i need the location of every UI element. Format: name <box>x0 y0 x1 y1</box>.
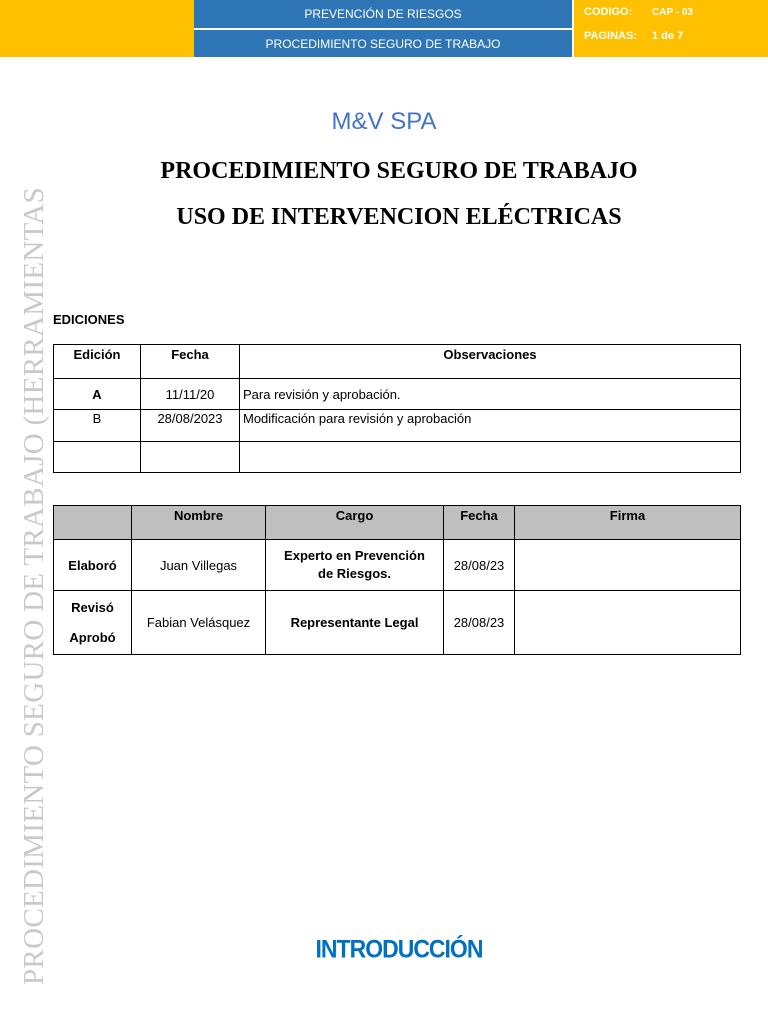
header-paginas: PAGINAS: 1 de 7 <box>584 30 684 42</box>
ediciones-table <box>53 344 741 473</box>
table-row <box>54 540 741 591</box>
document-title: PROCEDIMIENTO SEGURO DE TRABAJO <box>160 158 638 184</box>
company-name: M&V SPA <box>331 108 437 135</box>
signature-cell <box>515 591 741 655</box>
header-meta <box>574 0 768 57</box>
column-header: Edición <box>54 345 141 379</box>
table-header-row <box>54 345 741 379</box>
ediciones-heading: EDICIONES <box>53 312 125 327</box>
table-cell <box>54 442 141 473</box>
signature-cell <box>515 540 741 591</box>
table-cell: 11/11/20 <box>141 379 240 410</box>
date-cell: 28/08/23 <box>444 540 515 591</box>
header-department: PREVENCIÓN DE RIESGOS <box>194 0 572 28</box>
table-cell: 28/08/2023 <box>141 410 240 442</box>
column-header: Observaciones <box>240 345 741 379</box>
header-document-type: PROCEDIMIENTO SEGURO DE TRABAJO <box>194 30 572 57</box>
table-cell: Para revisión y aprobación. <box>240 379 741 410</box>
approvals-table <box>53 505 741 655</box>
date-cell: 28/08/23 <box>444 591 515 655</box>
table-cell: A <box>54 379 141 410</box>
section-heading-introduccion: INTRODUCCIÓN <box>315 934 483 963</box>
position-cell: Experto en Prevención de Riesgos. <box>266 540 444 591</box>
role-cell: Revisó Aprobó <box>54 591 132 655</box>
position-cell: Representante Legal <box>266 591 444 655</box>
column-header: Cargo <box>266 506 444 540</box>
table-row <box>54 591 741 655</box>
table-row <box>54 442 741 473</box>
header-left-band <box>0 0 194 57</box>
header-codigo: CODIGO: CAP - 03 <box>584 6 693 18</box>
column-header: Fecha <box>141 345 240 379</box>
table-cell <box>240 442 741 473</box>
table-cell <box>141 442 240 473</box>
name-cell: Juan Villegas <box>132 540 266 591</box>
table-cell: Modificación para revisión y aprobación <box>240 410 741 442</box>
column-header <box>54 506 132 540</box>
column-header: Nombre <box>132 506 266 540</box>
table-row <box>54 379 741 410</box>
table-header-row <box>54 506 741 540</box>
name-cell: Fabian Velásquez <box>132 591 266 655</box>
column-header: Firma <box>515 506 741 540</box>
document-subtitle: USO DE INTERVENCION ELÉCTRICAS <box>176 204 622 230</box>
side-margin-text: PROCEDIMIENTO SEGURO DE TRABAJO (HERRAMIENTAS <box>18 187 50 985</box>
role-cell: Elaboró <box>54 540 132 591</box>
column-header: Fecha <box>444 506 515 540</box>
table-row <box>54 410 741 442</box>
table-cell: B <box>54 410 141 442</box>
